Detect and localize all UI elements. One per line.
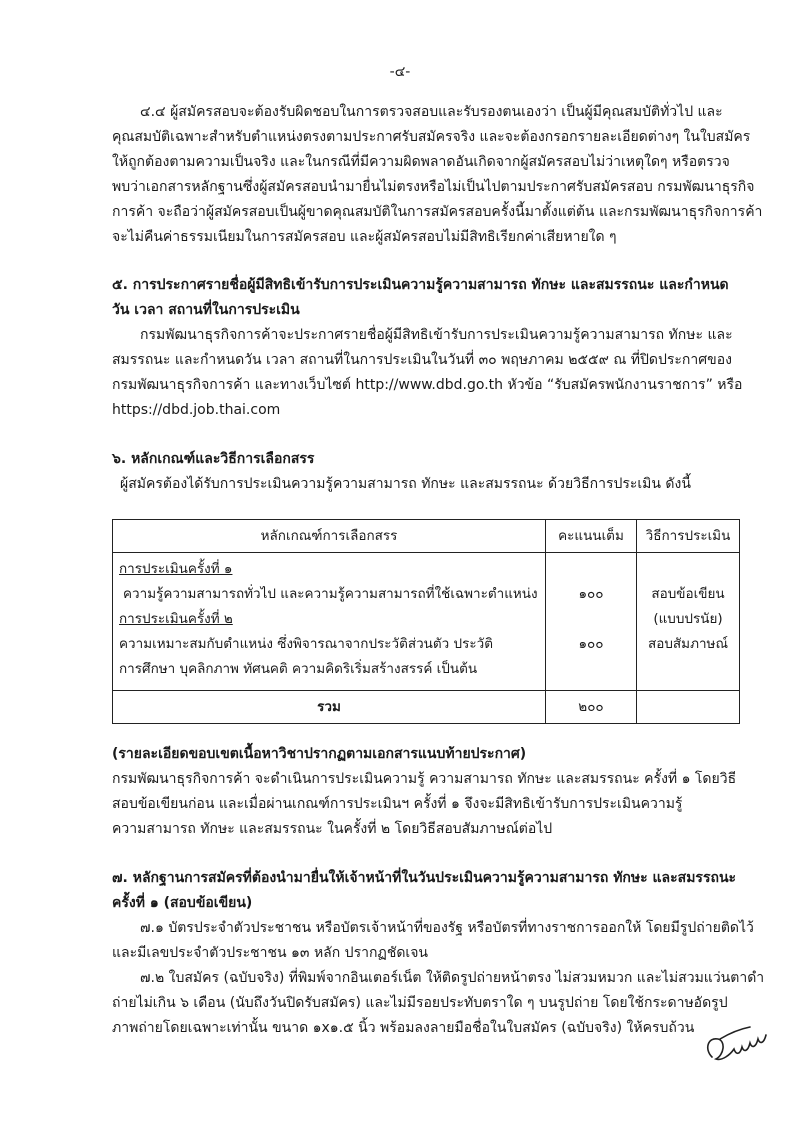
paragraph-line: ให้ถูกต้องตามความเป็นจริง และในกรณีที่มีความผิดพลาดอันเกิดจากผู้สมัครสอบไม่ว่าเหตุใดๆ หรือตรวจ xyxy=(112,154,730,170)
section-5-heading xyxy=(112,273,742,323)
section-6-after xyxy=(112,742,742,842)
paragraph-line: กรมพัฒนาธุรกิจการค้าจะประกาศรายชื่อผู้มีสิทธิเข้ารับการประเมินความรู้ความสามารถ ทักษะ และ xyxy=(140,327,733,343)
column-header: คะแนนเต็ม xyxy=(546,520,637,553)
assessment-1-title: การประเมินครั้งที่ ๑ xyxy=(119,561,233,577)
score-1: ๑๐๐ xyxy=(578,586,604,602)
section-7-2 xyxy=(112,966,765,1041)
paragraph-line: ถ่ายไม่เกิน ๖ เดือน (นับถึงวันปิดรับสมัคร) และไม่มีรอยประทับตราใด ๆ บนรูปถ่าย โดยใช้กระดาษอัดรูป xyxy=(112,995,728,1011)
section-6 xyxy=(112,447,742,497)
paragraph-line: กรมพัฒนาธุรกิจการค้า และทางเว็บไซต์ http://www.dbd.go.th หัวข้อ “รับสมัครพนักงานราชการ” หรือ xyxy=(112,377,743,393)
paragraph-line: ภาพถ่ายโดยเฉพาะเท่านั้น ขนาด ๑x๑.๕ นิ้ว พร้อมลงลายมือชื่อในใบสมัคร (ฉบับจริง) ให้ครบถ้วน xyxy=(112,1020,695,1036)
paragraph-line: และมีเลขประจำตัวประชาชน ๑๓ หลัก ปรากฏชัดเจน xyxy=(112,945,428,961)
paragraph-line: การค้า จะถือว่าผู้สมัครสอบเป็นผู้ขาดคุณสมบัติในการสมัครสอบครั้งนี้มาตั้งแต่ต้น และกรมพัฒนาธุรกิจการค้า xyxy=(112,204,763,220)
section-4-4 xyxy=(112,100,763,250)
column-header: หลักเกณฑ์การเลือกสรร xyxy=(113,520,546,553)
heading-line: ครั้งที่ ๑ (สอบข้อเขียน) xyxy=(112,895,253,911)
method-1: สอบข้อเขียน xyxy=(651,586,725,602)
section-6-heading: ๖. หลักเกณฑ์และวิธีการเลือกสรร xyxy=(112,451,315,467)
heading-line: ๗. หลักฐานการสมัครที่ต้องนำมายื่นให้เจ้าหน้าที่ในวันประเมินความรู้ความสามารถ ทักษะ และสมรรถนะ xyxy=(112,870,737,886)
method-cell xyxy=(637,553,740,691)
score-2: ๑๐๐ xyxy=(578,636,604,652)
criteria-cell xyxy=(113,553,546,691)
paragraph-line: กรมพัฒนาธุรกิจการค้า จะดำเนินการประเมินความรู้ ความสามารถ ทักษะ และสมรรถนะ ครั้งที่ ๑ โดยวิธี xyxy=(112,771,737,787)
score-cell xyxy=(546,553,637,691)
section-6-intro: ผู้สมัครต้องได้รับการประเมินความรู้ความสามารถ ทักษะ และสมรรถนะ ด้วยวิธีการประเมิน ดังนี้ xyxy=(120,476,691,492)
assessment-2-desc: การศึกษา บุคลิกภาพ ทัศนคติ ความคิดริเริ่มสร้างสรรค์ เป็นต้น xyxy=(119,661,478,677)
paragraph-line: ๗.๒ ใบสมัคร (ฉบับจริง) ที่พิมพ์จากอินเตอร์เน็ต ให้ติดรูปถ่ายหน้าตรง ไม่สวมหมวก และไม่สวมแว่นตาดำ xyxy=(140,970,765,986)
paragraph-line: ความสามารถ ทักษะ และสมรรถนะ ในครั้งที่ ๒ โดยวิธีสอบสัมภาษณ์ต่อไป xyxy=(112,821,553,837)
total-label: รวม xyxy=(113,691,546,724)
assessment-2-title: การประเมินครั้งที่ ๒ xyxy=(119,611,233,627)
paragraph-line: สมรรถนะ และกำหนดวัน เวลา สถานที่ในการประเมินในวันที่ ๓๐ พฤษภาคม ๒๕๕๙ ณ ที่ปิดประกาศของ xyxy=(112,352,732,368)
table-row xyxy=(113,553,740,691)
paragraph-line: ๗.๑ บัตรประจำตัวประชาชน หรือบัตรเจ้าหน้าที่ของรัฐ หรือบัตรที่ทางราชการออกให้ โดยมีรูปถ่ายติดไว้ xyxy=(140,920,754,936)
paragraph-line: จะไม่คืนค่าธรรมเนียมในการสมัครสอบ และผู้สมัครสอบไม่มีสิทธิเรียกค่าเสียหายใด ๆ xyxy=(112,229,617,245)
paragraph-line: สอบข้อเขียนก่อน และเมื่อผ่านเกณฑ์การประเมินฯ ครั้งที่ ๑ จึงจะมีสิทธิเข้ารับการประเมินความรู้ xyxy=(112,796,683,812)
section-5-body xyxy=(112,323,742,423)
section-7-heading xyxy=(112,866,742,916)
page-number: -๔- xyxy=(389,64,411,80)
column-header: วิธีการประเมิน xyxy=(637,520,740,553)
paragraph-line: ๔.๔ ผู้สมัครสอบจะต้องรับผิดชอบในการตรวจสอบและรับรองตนเองว่า เป็นผู้มีคุณสมบัติทั่วไป และ xyxy=(140,104,723,120)
paragraph-line: https://dbd.job.thai.com xyxy=(112,402,281,418)
handwritten-signature xyxy=(700,1015,780,1075)
assessment-2-desc: ความเหมาะสมกับตำแหน่ง ซึ่งพิจารณาจากประวัติส่วนตัว ประวัติ xyxy=(119,636,493,652)
selection-criteria-table xyxy=(112,519,740,724)
table-total-row xyxy=(113,691,740,724)
paragraph-line: พบว่าเอกสารหลักฐานซึ่งผู้สมัครสอบนำมายื่นไม่ตรงหรือไม่เป็นไปตามประกาศรับสมัครสอบ กรมพัฒนาธุรกิจ xyxy=(112,179,755,195)
paragraph-line: คุณสมบัติเฉพาะสำหรับตำแหน่งตรงตามประกาศรับสมัครจริง และจะต้องกรอกรายละเอียดต่างๆ ในใบสมัคร xyxy=(112,129,751,145)
table-header-row xyxy=(113,520,740,553)
total-method-empty xyxy=(637,691,740,724)
heading-line: วัน เวลา สถานที่ในการประเมิน xyxy=(112,302,300,318)
method-1-sub: (แบบปรนัย) xyxy=(653,611,723,627)
syllabus-note: (รายละเอียดขอบเขตเนื้อหาวิชาปรากฏตามเอกสารแนบท้ายประกาศ) xyxy=(112,746,527,762)
assessment-1-desc: ความรู้ความสามารถทั่วไป และความรู้ความสามารถที่ใช้เฉพาะตำแหน่ง xyxy=(123,586,538,602)
heading-line: ๕. การประกาศรายชื่อผู้มีสิทธิเข้ารับการประเมินความรู้ความสามารถ ทักษะ และสมรรถนะ และกำหนด xyxy=(112,277,729,293)
total-score: ๒๐๐ xyxy=(546,691,637,724)
method-2: สอบสัมภาษณ์ xyxy=(648,636,728,652)
section-7-1 xyxy=(112,916,754,966)
